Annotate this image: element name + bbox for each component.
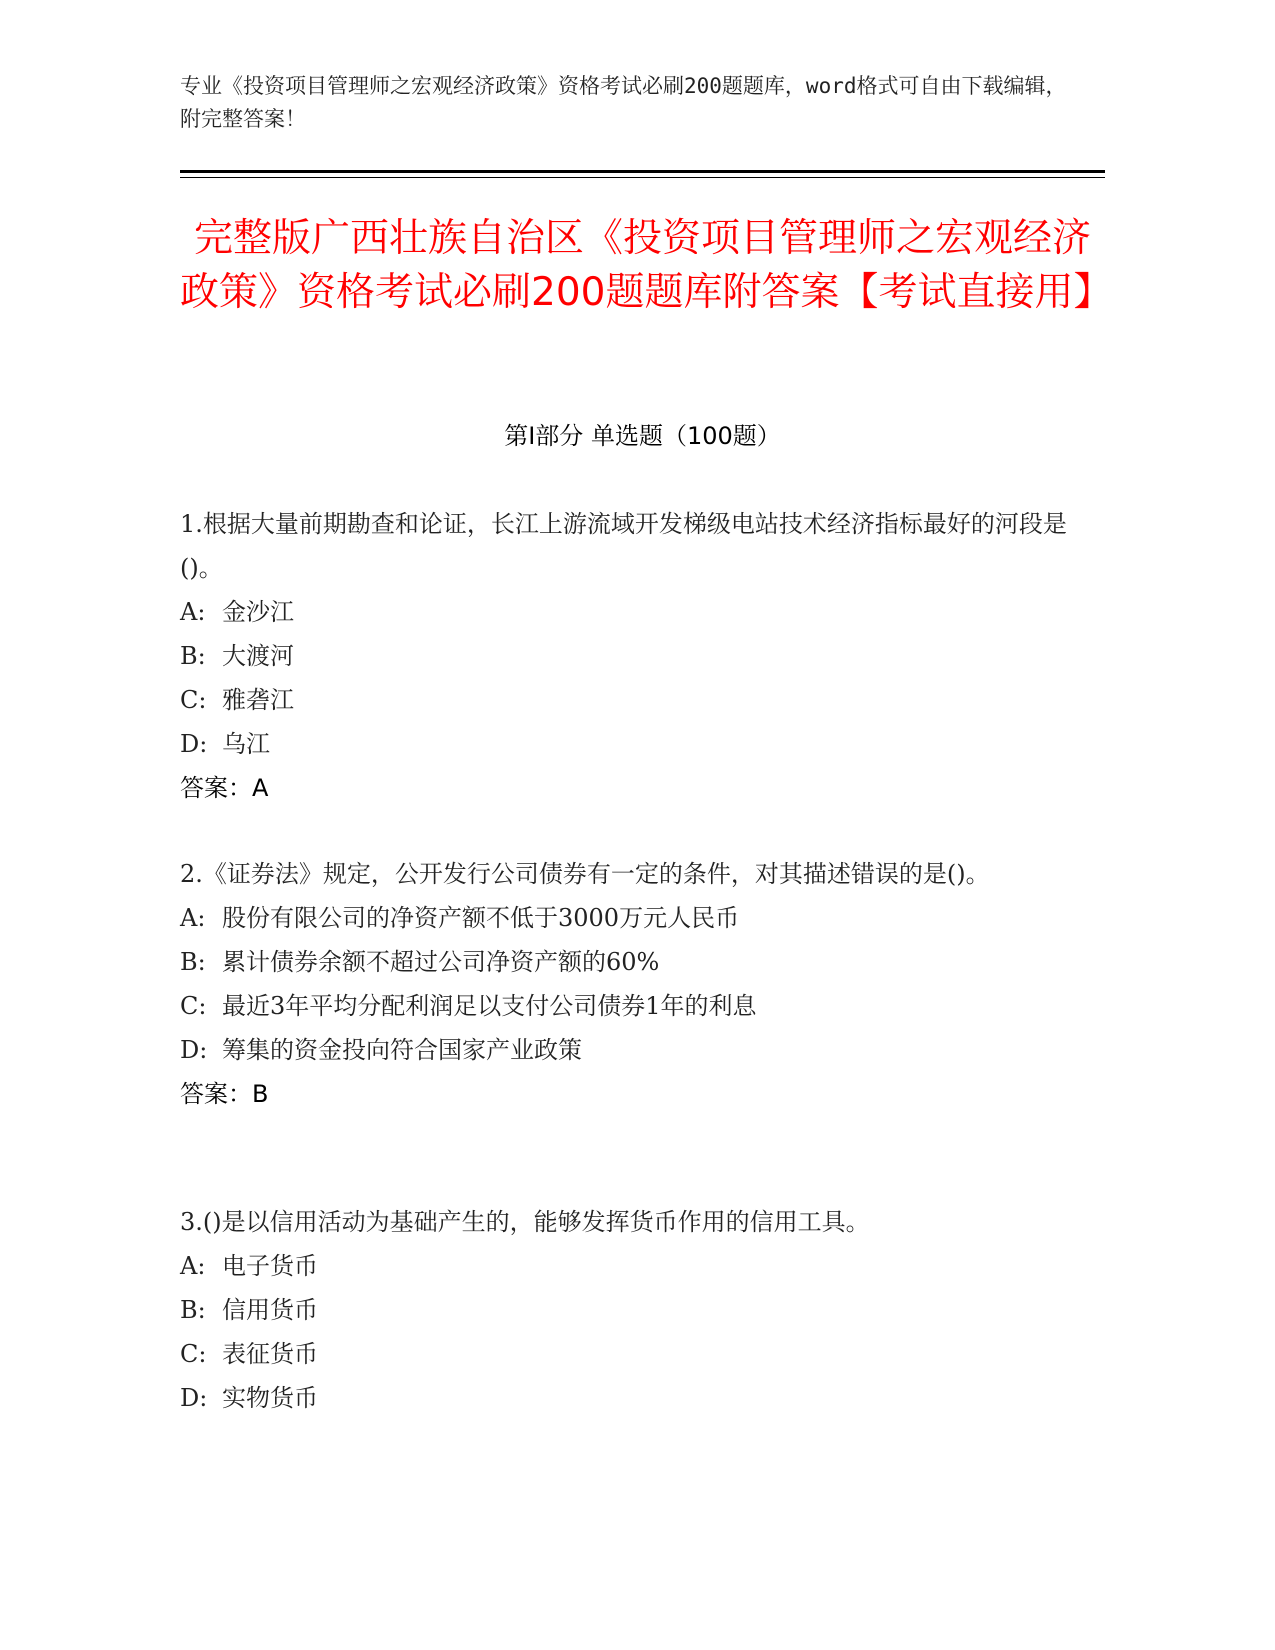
option-text: 最近3年平均分配利润足以支付公司债券1年的利息 <box>222 992 757 1020</box>
option-b <box>180 940 1105 984</box>
header-rule-thin <box>180 177 1105 178</box>
option-a <box>180 896 1105 940</box>
option-text: 雅砻江 <box>222 686 294 714</box>
question-stem: 3.()是以信用活动为基础产生的，能够发挥货币作用的信用工具。 <box>180 1208 870 1236</box>
question-1 <box>180 502 1105 810</box>
option-letter: C: <box>180 1340 207 1368</box>
option-text: 大渡河 <box>222 642 294 670</box>
option-letter: D: <box>180 730 208 758</box>
option-text: 金沙江 <box>222 598 294 626</box>
option-a <box>180 1244 1105 1288</box>
option-text: 信用货币 <box>222 1296 318 1324</box>
question-3 <box>180 1200 1105 1420</box>
option-text: 乌江 <box>222 730 270 758</box>
option-letter: B: <box>180 1296 206 1324</box>
option-text: 累计债券余额不超过公司净资产额的60% <box>222 948 660 976</box>
option-d <box>180 722 1105 766</box>
header-note: 专业《投资项目管理师之宏观经济政策》资格考试必刷200题题库，word格式可自由下载编辑，附完整答案！ <box>180 74 1067 131</box>
option-letter: A: <box>180 1252 206 1280</box>
option-text: 实物货币 <box>222 1384 318 1412</box>
option-letter: C: <box>180 992 207 1020</box>
option-letter: C: <box>180 686 207 714</box>
answer: 答案：B <box>180 1080 269 1108</box>
option-b <box>180 1288 1105 1332</box>
option-c <box>180 984 1105 1028</box>
option-text: 筹集的资金投向符合国家产业政策 <box>222 1036 582 1064</box>
option-letter: D: <box>180 1036 208 1064</box>
option-letter: A: <box>180 904 206 932</box>
document-title: 完整版广西壮族自治区《投资项目管理师之宏观经济政策》资格考试必刷200题题库附答案【考试直接用】 <box>180 216 1113 315</box>
question-2 <box>180 852 1105 1116</box>
option-d <box>180 1028 1105 1072</box>
option-text: 电子货币 <box>222 1252 318 1280</box>
answer: 答案：A <box>180 774 269 802</box>
header-rule-thick <box>180 170 1105 173</box>
option-c <box>180 1332 1105 1376</box>
question-stem: 1.根据大量前期勘查和论证，长江上游流域开发梯级电站技术经济指标最好的河段是()。 <box>180 510 1067 582</box>
option-text: 股份有限公司的净资产额不低于3000万元人民币 <box>222 904 740 932</box>
option-b <box>180 634 1105 678</box>
question-stem: 2.《证券法》规定，公开发行公司债券有一定的条件，对其描述错误的是()。 <box>180 860 990 888</box>
option-d <box>180 1376 1105 1420</box>
option-a <box>180 590 1105 634</box>
option-letter: B: <box>180 948 206 976</box>
option-letter: D: <box>180 1384 208 1412</box>
option-c <box>180 678 1105 722</box>
option-text: 表征货币 <box>222 1340 318 1368</box>
section-heading: 第Ⅰ部分 单选题（100题） <box>504 422 781 450</box>
option-letter: A: <box>180 598 206 626</box>
option-letter: B: <box>180 642 206 670</box>
